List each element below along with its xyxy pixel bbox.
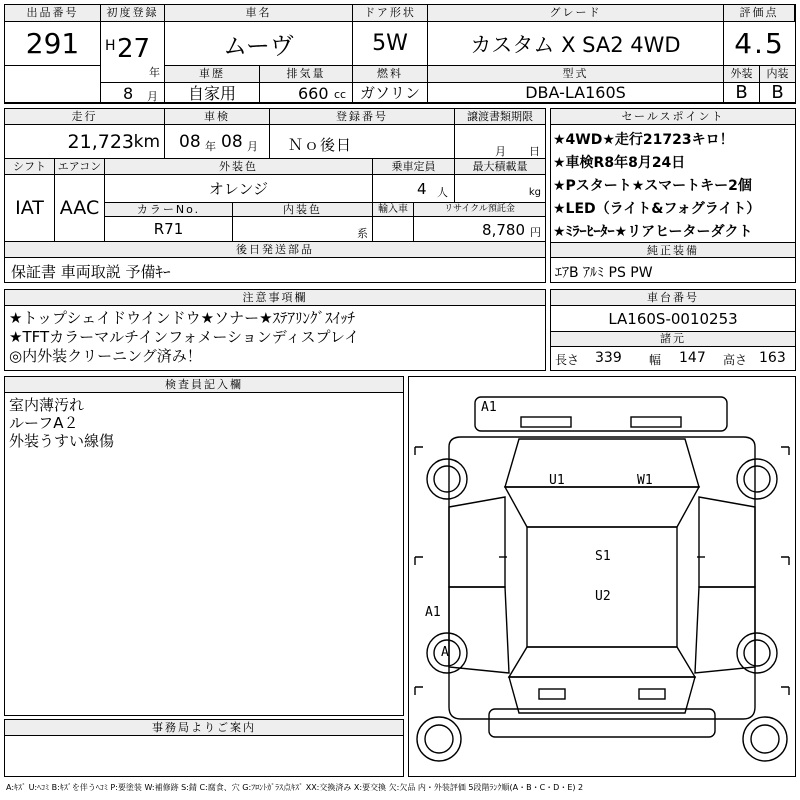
damage-mark: A [441, 645, 449, 660]
first-reg-label: 初度登録 [101, 5, 165, 22]
reg-year: 27 [117, 34, 151, 64]
transfer-cell [455, 125, 545, 159]
damage-mark: A1 [481, 400, 497, 415]
plate-number: Ｎｏ後日 [288, 136, 353, 154]
car-diagram [408, 376, 796, 777]
dims-label: 諸元 [551, 332, 795, 347]
shift: IAT [5, 175, 55, 242]
color-no: R71 [105, 217, 233, 242]
era: H [105, 38, 116, 54]
score-label: 評価点 [724, 5, 795, 22]
int-score: B [760, 83, 795, 103]
note-line: ★トップシェイドウインドウ★ソナー★ｽﾃｱﾘﾝｸﾞｽｲｯﾁ [9, 309, 356, 327]
insp-month: 08 [221, 132, 243, 152]
chassis-label: 車台番号 [551, 290, 795, 306]
notes-list [9, 309, 359, 366]
wheel-front-right [737, 459, 777, 499]
color-label: 外装色 [105, 159, 373, 175]
import-cell [373, 217, 414, 242]
plate-label: 登録番号 [270, 109, 455, 125]
ac: AAC [55, 175, 105, 242]
mileage: 21,723 [67, 131, 134, 153]
hood-outline [505, 439, 699, 487]
color-no-label: カラーNo. [105, 203, 233, 217]
legend: A:ｷｽﾞ U:ﾍｺﾐ B:ｷｽﾞを伴うﾍｺﾐ P:要塗装 W:補修跡 S:錆 C:腐食、穴 G:ﾌﾛﾝﾄｶﾞﾗｽ点ｷｽﾞ XX:交換済み X:要交換 欠:欠品 内・外装評価 5段階ﾗﾝｸ順(A・B・C・D・E) 2 [6, 783, 584, 792]
plate-cell [270, 125, 455, 159]
inspector-label: 検査員記入欄 [5, 377, 403, 393]
vehicle-info-block [4, 108, 546, 283]
int-color-label: 内装色 [233, 203, 373, 217]
door-type: 5W [353, 22, 428, 66]
roof-outline [475, 397, 727, 431]
height: 163 [759, 350, 786, 366]
grade-label: グレード [428, 5, 724, 22]
shift-label: シフト [5, 159, 55, 175]
left-front-door [449, 497, 505, 587]
insp-year-unit: 年 [205, 140, 216, 153]
int-label: 内装 [760, 66, 795, 83]
capacity-label: 乗車定員 [373, 159, 455, 175]
lot-label: 出品番号 [5, 5, 101, 22]
model: DBA-LA160S [428, 83, 724, 103]
insp-year: 08 [179, 132, 201, 152]
mileage-label: 走行 [5, 109, 165, 125]
chassis-block [550, 289, 796, 371]
history: 自家用 [165, 83, 260, 103]
sales-point-line: ★Pスタート★スマートキー2個 [553, 178, 752, 194]
rear-lamp-right [639, 689, 665, 699]
later-parts: 保証書 車両取説 予備ｷｰ [11, 263, 171, 281]
sales-point-list [553, 129, 760, 244]
transfer-day: 日 [529, 145, 540, 158]
inspection-cell [165, 125, 270, 159]
reg-year-unit: 年 [149, 66, 160, 79]
history-label: 車歴 [165, 66, 260, 83]
car-name-label: 車名 [165, 5, 353, 22]
inspector-line: 外装うすい線傷 [9, 432, 115, 450]
spare-wheel-right [743, 717, 787, 761]
reg-month: 8 [123, 84, 134, 103]
rear-lamp-left [539, 689, 565, 699]
windshield-outline [505, 487, 699, 527]
sales-point-block [550, 108, 796, 283]
displacement-cell [260, 83, 353, 103]
load-unit: kg [528, 187, 541, 198]
sales-point-label: セールスポイント [551, 109, 795, 125]
chassis-number: LA160S-0010253 [551, 306, 795, 332]
transfer-month: 月 [495, 145, 506, 158]
inspector-line: ルーフA２ [9, 414, 79, 432]
displacement: 660 [298, 84, 329, 103]
damage-mark: A1 [425, 605, 441, 620]
inspector-block [4, 376, 404, 716]
insp-month-unit: 月 [247, 140, 258, 153]
load-cell [455, 175, 545, 203]
recycle: 8,780 [482, 221, 525, 239]
header-block [4, 4, 796, 104]
exterior-color: オレンジ [105, 175, 373, 203]
damage-mark: U1 [549, 473, 565, 488]
ac-label: エアコン [55, 159, 105, 175]
rear-gate [509, 677, 695, 713]
inspection-label: 車検 [165, 109, 270, 125]
inspector-notes [9, 396, 114, 450]
damage-mark: S1 [595, 549, 611, 564]
office-label: 事務局よりご案内 [5, 720, 403, 736]
recycle-unit: 円 [530, 226, 541, 239]
wheel-rear-right [737, 633, 777, 673]
capacity: 4 [417, 180, 427, 198]
inspector-line: 室内薄汚れ [9, 396, 85, 414]
sales-point-line: ★LED（ライト&フォグライト） [553, 201, 761, 217]
rear-window [509, 647, 695, 677]
sales-point-line: ★車検R8年8月24日 [553, 155, 686, 171]
load-label: 最大積載量 [455, 159, 545, 175]
width-label: 幅 [649, 353, 662, 367]
int-color-cell [233, 217, 373, 242]
ext-label: 外装 [724, 66, 760, 83]
sales-point-line: ★ﾐﾗｰﾋｰﾀｰ★リアヒーターダクト [553, 224, 753, 240]
damage-mark: U2 [595, 589, 611, 604]
door-label: ドア形状 [353, 5, 428, 22]
note-line: ◎内外装クリーニング済み！ [9, 347, 202, 365]
import-label: 輸入車 [373, 203, 414, 217]
spare-wheel [417, 717, 461, 761]
lot-blank [5, 66, 101, 103]
dims-row [551, 347, 795, 370]
office-block [4, 719, 404, 777]
first-reg-month-cell [101, 83, 165, 103]
recycle-label: リサイクル預託金 [414, 203, 545, 217]
wheel-front-left [427, 459, 467, 499]
reg-month-unit: 月 [147, 90, 158, 103]
model-label: 型式 [428, 66, 724, 83]
height-label: 高さ [723, 353, 748, 367]
lot-number: 291 [5, 22, 101, 66]
fuel-label: 燃料 [353, 66, 428, 83]
right-front-door [699, 497, 755, 587]
notes-label: 注意事項欄 [5, 290, 545, 306]
car-diagram-svg [409, 377, 795, 776]
length-label: 長さ [555, 353, 580, 367]
damage-mark: W1 [637, 473, 653, 488]
equipment-label: 純正装備 [551, 242, 795, 258]
mirror-bracket [415, 447, 423, 455]
front-grille-left [521, 417, 571, 427]
displacement-unit: cc [334, 88, 347, 101]
mileage-cell [5, 125, 165, 159]
grade: カスタム X SA2 4WD [428, 22, 724, 66]
displacement-label: 排気量 [260, 66, 353, 83]
capacity-cell [373, 175, 455, 203]
later-parts-label: 後日発送部品 [5, 242, 545, 258]
roof-panel [527, 527, 677, 647]
note-line: ★TFTカラーマルチインフォメーションディスプレイ [9, 328, 360, 346]
transfer-label: 譲渡書類期限 [455, 109, 545, 125]
notes-block [4, 289, 546, 371]
fuel: ガソリン [353, 83, 428, 103]
length: 339 [595, 350, 622, 366]
width: 147 [679, 350, 706, 366]
mileage-unit: km [133, 132, 160, 152]
front-grille-right [631, 417, 681, 427]
car-name: ムーヴ [165, 22, 353, 66]
first-reg-year-cell [101, 22, 165, 83]
equipment: ｴｱB ｱﾙﾐ PS PW [555, 265, 653, 281]
int-color-unit: 系 [357, 227, 368, 240]
score: 4.5 [724, 22, 795, 66]
capacity-unit: 人 [437, 186, 448, 199]
recycle-cell [414, 217, 545, 242]
ext-score: B [724, 83, 760, 103]
sales-point-line: ★4WD★走行21723キロ！ [553, 132, 734, 148]
